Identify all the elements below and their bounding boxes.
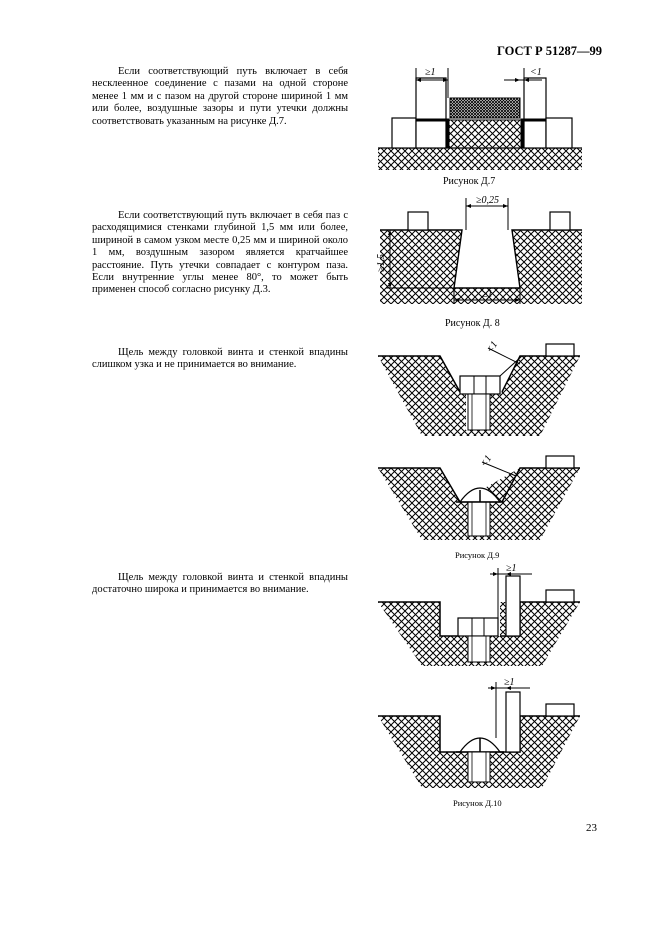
figure-d10-dim-b: ≥1 [504, 677, 515, 688]
figure-d7-dim-left: ≥1 [425, 67, 436, 78]
figure-d9-drawing-top [370, 330, 590, 442]
figure-d10-drawing-bottom [370, 676, 590, 796]
paragraph-d7: Если соответствующий путь включает в себя несклеенное соединение с пазами на одной стороне менее 1 мм и с пазом на другой стороне шириной 1 мм или более, воздушные зазоры и пути утечки должны соответствовать указанным на рисунке Д.7. [92, 66, 348, 127]
figure-d9-caption: Рисунок Д.9 [455, 550, 500, 560]
paragraph-d9: Щель между головкой винта и стенкой впадины слишком узка и не принимается во внимание. [92, 347, 348, 371]
figure-d9-dim-b: <1 [478, 453, 495, 470]
figure-d10-caption: Рисунок Д.10 [453, 798, 502, 808]
figure-d8-drawing [370, 192, 590, 312]
figure-d10-drawing-top [370, 562, 590, 674]
figure-d10-dim-a: ≥1 [506, 563, 517, 574]
figure-d7-caption: Рисунок Д.7 [443, 176, 496, 187]
page-number: 23 [586, 822, 597, 834]
figure-d8-caption: Рисунок Д. 8 [445, 318, 500, 329]
figure-d8-dim-bottom: ≥1 [482, 289, 493, 300]
figure-d7-drawing [370, 60, 590, 175]
paragraph-d8: Если соответствующий путь включает в себя паз с расходящимися стенками глубиной 1,5 мм или более, шириной в самом узком месте 0,25 мм и шириной около 1 мм, воздушным зазором является кратчайшее расстояние. Путь утечки совпадает с контуром паза. Если внутренние углы менее 80°, то может быть применен способ согласно рисунку Д.3. [92, 210, 348, 296]
figure-d9-drawing-bottom [370, 440, 590, 552]
document-header: ГОСТ Р 51287—99 [497, 44, 603, 58]
figure-d8-dim-side: ≥1,5 [376, 254, 387, 272]
figure-d8-dim-top: ≥0,25 [476, 195, 499, 206]
figure-d9-dim-a: <1 [484, 339, 501, 356]
paragraph-d10: Щель между головкой винта и стенкой впадины достаточно широка и принимается во внимание. [92, 572, 348, 596]
figure-d7-dim-right: <1 [530, 67, 542, 78]
